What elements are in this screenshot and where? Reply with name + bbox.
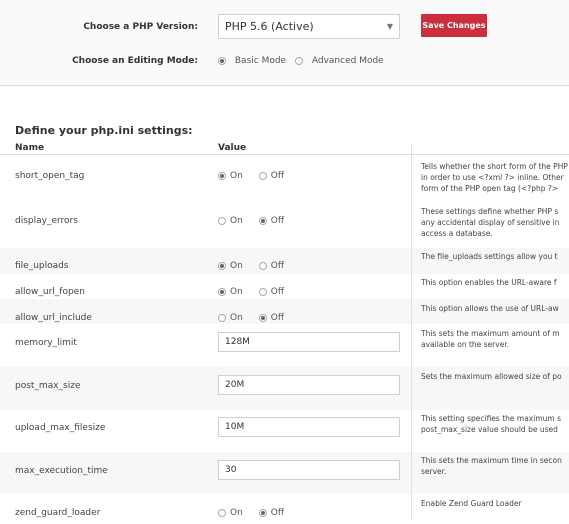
radio-label-off: Off (270, 313, 285, 323)
php-version-selected: PHP 5.6 (Active) (225, 20, 314, 33)
basic-mode-option[interactable] (218, 56, 286, 66)
radio-on[interactable] (218, 217, 226, 225)
description-line: The file_uploads settings allow you t (421, 252, 558, 261)
description-line: server. (421, 467, 447, 476)
setting-input[interactable]: 10M (218, 417, 400, 437)
description-line: Tells whether the short form of the PHP (421, 162, 568, 171)
radio-off[interactable] (259, 288, 267, 296)
radio-option-off[interactable] (259, 508, 284, 518)
setting-row (0, 324, 569, 367)
setting-description (421, 413, 569, 435)
description-line: This setting specifies the maximum s (421, 414, 561, 423)
setting-row (0, 299, 569, 324)
setting-name: post_max_size (15, 381, 81, 391)
setting-name: memory_limit (15, 338, 77, 348)
radio-option-on[interactable] (218, 508, 243, 518)
radio-off[interactable] (259, 217, 267, 225)
setting-row (0, 367, 569, 410)
setting-description (421, 328, 569, 350)
php-version-label: Choose a PHP Version: (83, 22, 198, 32)
save-changes-button[interactable]: Save Changes (421, 14, 487, 37)
description-line: access a database. (421, 229, 493, 238)
basic-mode-radio[interactable] (218, 57, 226, 65)
advanced-mode-radio[interactable] (295, 57, 303, 65)
radio-off[interactable] (259, 262, 267, 270)
radio-option-on[interactable] (218, 287, 243, 297)
setting-value (218, 216, 300, 226)
setting-name: allow_url_fopen (15, 287, 85, 297)
description-line: These settings define whether PHP s (421, 207, 559, 216)
setting-name: max_execution_time (15, 466, 108, 476)
description-line: in order to use <?xml ?> inline. Other (421, 173, 564, 182)
setting-input[interactable]: 20M (218, 375, 400, 395)
setting-name: short_open_tag (15, 171, 85, 181)
setting-row (0, 248, 569, 274)
radio-option-off[interactable] (259, 261, 284, 271)
php-version-select[interactable] (218, 14, 400, 39)
setting-input[interactable]: 128M (218, 332, 400, 352)
radio-label-on: On (230, 171, 243, 181)
basic-mode-label: Basic Mode (234, 56, 287, 66)
radio-on[interactable] (218, 509, 226, 517)
radio-option-off[interactable] (259, 171, 284, 181)
setting-row (0, 202, 569, 248)
setting-row (0, 155, 569, 202)
setting-description (421, 303, 569, 314)
dropdown-arrow-icon: ▼ (386, 22, 393, 31)
description-line: Enable Zend Guard Loader (421, 499, 522, 508)
radio-off[interactable] (259, 172, 267, 180)
editing-mode-label: Choose an Editing Mode: (72, 56, 198, 66)
radio-label-on: On (230, 261, 243, 271)
advanced-mode-label: Advanced Mode (311, 56, 384, 66)
column-header-name: Name (15, 143, 45, 153)
radio-option-on[interactable] (218, 313, 243, 323)
setting-description (421, 498, 569, 509)
radio-label-off: Off (270, 171, 285, 181)
radio-off[interactable] (259, 509, 267, 517)
setting-value (218, 171, 300, 181)
setting-description (421, 371, 569, 382)
column-divider (411, 143, 412, 520)
setting-description (421, 277, 569, 288)
radio-label-on: On (230, 508, 243, 518)
description-line: any accidental display of sensitive in (421, 218, 560, 227)
setting-row (0, 274, 569, 299)
setting-name: file_uploads (15, 261, 69, 271)
description-line: This sets the maximum time in secon (421, 456, 562, 465)
setting-name: display_errors (15, 216, 78, 226)
section-title: Define your php.ini settings: (15, 124, 193, 137)
setting-name: zend_guard_loader (15, 508, 101, 518)
setting-name: upload_max_filesize (15, 423, 106, 433)
radio-option-on[interactable] (218, 261, 243, 271)
column-header-value: Value (218, 143, 247, 153)
advanced-mode-option[interactable] (295, 56, 384, 66)
radio-on[interactable] (218, 288, 226, 296)
radio-label-off: Off (270, 261, 285, 271)
setting-input[interactable]: 30 (218, 460, 400, 480)
radio-label-on: On (230, 216, 243, 226)
setting-description (421, 161, 569, 194)
radio-on[interactable] (218, 172, 226, 180)
description-line: This option enables the URL-aware f (421, 278, 557, 287)
description-line: form of the PHP open tag (<?php ?> (421, 184, 559, 193)
setting-description (421, 206, 569, 239)
description-line: This sets the maximum amount of m (421, 329, 560, 338)
radio-label-off: Off (270, 287, 285, 297)
setting-value (218, 287, 300, 297)
radio-on[interactable] (218, 262, 226, 270)
radio-label-on: On (230, 287, 243, 297)
description-line: post_max_size value should be used (421, 425, 558, 434)
radio-label-off: Off (270, 508, 285, 518)
php-selector-panel (0, 0, 569, 86)
setting-row (0, 452, 569, 494)
description-line: This option allows the use of URL-aw (421, 304, 559, 313)
radio-on[interactable] (218, 314, 226, 322)
radio-option-on[interactable] (218, 216, 243, 226)
description-line: available on the server. (421, 340, 510, 349)
description-line: Sets the maximum allowed size of po (421, 372, 562, 381)
radio-off[interactable] (259, 314, 267, 322)
radio-option-on[interactable] (218, 171, 243, 181)
radio-option-off[interactable] (259, 313, 284, 323)
radio-label-off: Off (270, 216, 285, 226)
setting-value (218, 508, 300, 518)
setting-description (421, 251, 569, 262)
setting-name: allow_url_include (15, 313, 92, 323)
setting-row (0, 410, 569, 452)
radio-option-off[interactable] (259, 287, 284, 297)
setting-description (421, 455, 569, 477)
radio-label-on: On (230, 313, 243, 323)
setting-value (218, 261, 300, 271)
radio-option-off[interactable] (259, 216, 284, 226)
setting-value (218, 313, 300, 323)
